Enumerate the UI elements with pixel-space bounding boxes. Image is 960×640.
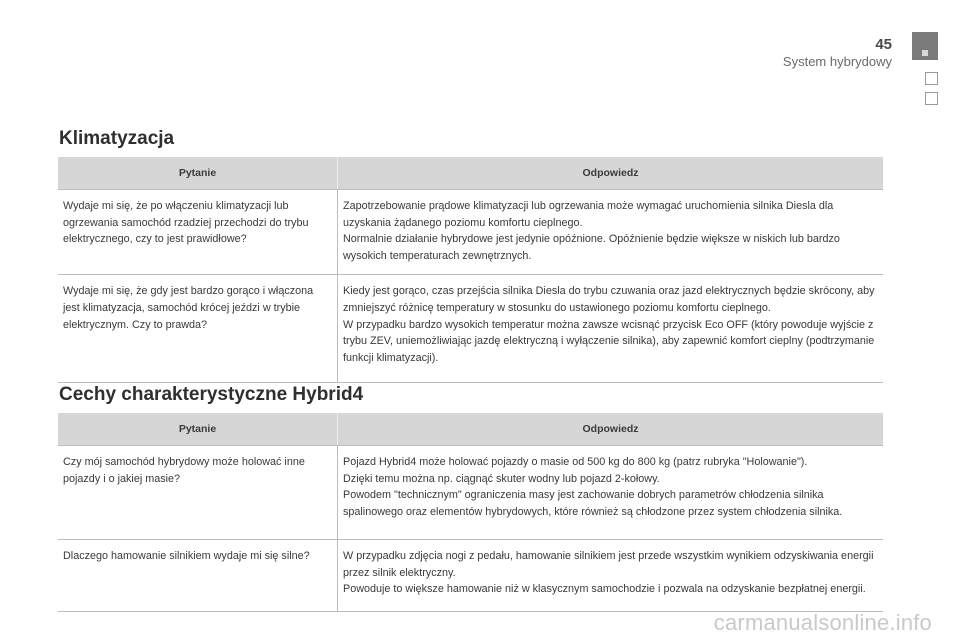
answer-text: Zapotrzebowanie prądowe klimatyzacji lub ogrzewania może wymagać uruchomienia silnika Diesla dla uzyskania żądanego poziomu komfortu cieplnego. Normalnie działanie hybrydowe jest jedynie opóźnione. Opóźnienie będzie większe w niskich lub bardzo wysokich temperaturach zewnętrznych. — [343, 200, 840, 262]
table-header-row — [58, 157, 883, 190]
question-cell: Wydaje mi się, że po włączeniu klimatyzacji lub ogrzewania samochód rzadziej przechodzi do trybu elektrycznego, czy to jest prawidłowe? — [58, 190, 338, 275]
running-header: System hybrydowy — [782, 54, 892, 69]
column-header-question: Pytanie — [58, 413, 338, 446]
question-cell: Czy mój samochód hybrydowy może holować inne pojazdy i o jakiej masie? — [58, 446, 338, 540]
answer-text: W przypadku zdjęcia nogi z pedału, hamowanie silnikiem jest przede wszystkim wynikiem odzyskiwania energii przez silnik elektryczny. Powoduje to większe hamowanie niż w klasycznym samochodzie i pozwala na odzyskanie bezpłatnej energii. — [343, 550, 874, 596]
chapter-tab-marker — [922, 50, 928, 56]
watermark: carmanualsonline.info — [713, 610, 932, 635]
question-cell: Dlaczego hamowanie silnikiem wydaje mi się silne? — [58, 540, 338, 612]
table-row — [58, 275, 883, 383]
table-row — [58, 540, 883, 612]
column-header-answer: Odpowiedz — [338, 413, 884, 446]
table-row — [58, 190, 883, 275]
table-row — [58, 446, 883, 540]
page-number: 45 — [875, 36, 892, 53]
answer-cell — [338, 190, 884, 275]
column-header-question: Pytanie — [58, 157, 338, 190]
qa-table — [58, 157, 883, 383]
section-title: Cechy charakterystyczne Hybrid4 — [59, 384, 364, 405]
column-header-answer: Odpowiedz — [338, 157, 884, 190]
qa-table — [58, 413, 883, 612]
question-cell: Wydaje mi się, że gdy jest bardzo gorąco i włączona jest klimatyzacja, samochód krócej jeździ w trybie elektrycznym. Czy to prawda? — [58, 275, 338, 383]
answer-text: Kiedy jest gorąco, czas przejścia silnika Diesla do trybu czuwania oraz jazd elektrycznych będzie skrócony, aby zmniejszyć różnicę temperatury w stosunku do ustawionego poziomu komfortu cieplnego. W przypadku bardzo wysokich temperatur można zawsze wcisnąć przycisk Eco OFF (który powoduje wyjście z trybu ZEV, uniemożliwiając jazdę elektryczną i wyłączenie silnika), aby zapewnić komfort cieplny (podtrzymanie funkcji klimatyzacji). — [343, 285, 875, 364]
section-title: Klimatyzacja — [59, 128, 175, 149]
chapter-tab-box — [925, 92, 938, 105]
answer-cell — [338, 446, 884, 540]
answer-cell — [338, 540, 884, 612]
answer-text: Pojazd Hybrid4 może holować pojazdy o masie od 500 kg do 800 kg (patrz rubryka "Holowanie"). Dzięki temu można np. ciągnąć skuter wodny lub pojazd 2-kołowy. Powodem "technicznym" ograniczenia masy jest zachowanie dobrych parametrów chłodzenia silnika spalinowego oraz elementów hybrydowych, które również są chłodzone przez system chłodzenia silnika. — [343, 456, 843, 518]
chapter-tab-box — [925, 72, 938, 85]
answer-cell — [338, 275, 884, 383]
table-header-row — [58, 413, 883, 446]
